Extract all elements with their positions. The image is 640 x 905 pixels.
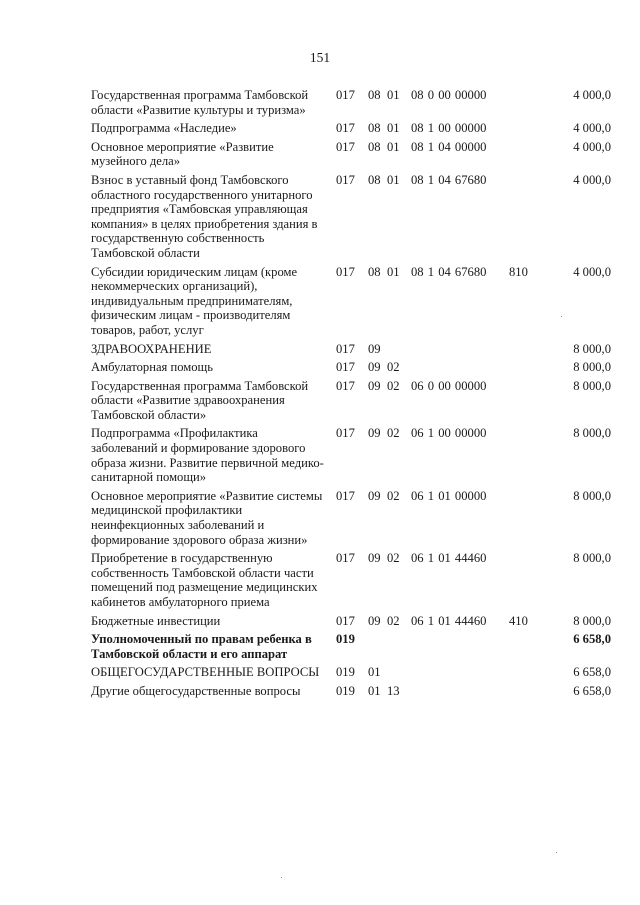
row-name: Подпрограмма «Профилактика заболеваний и формирование здорового образа жизни. Развитие первичной медико-санитарной помощи» <box>91 426 324 485</box>
table-row <box>91 140 611 173</box>
table-row <box>91 342 611 361</box>
row-expense-type-code: 810 <box>509 264 528 279</box>
row-target-article-code: 06 0 00 00000 <box>411 378 487 393</box>
row-section-code: 09 <box>368 378 381 393</box>
row-name: Бюджетные инвестиции <box>91 613 221 628</box>
row-sum: 8 000,0 <box>573 360 611 375</box>
table-row <box>91 88 611 121</box>
row-subsection-code: 01 <box>387 139 400 154</box>
row-ministry-code: 019 <box>336 632 355 647</box>
row-section-code: 08 <box>368 139 381 154</box>
scan-speck <box>556 852 557 853</box>
budget-table <box>91 88 611 703</box>
row-target-article-code: 08 1 04 67680 <box>411 264 487 279</box>
table-row <box>91 551 611 613</box>
row-ministry-code: 019 <box>336 683 355 698</box>
row-section-code: 01 <box>368 683 381 698</box>
row-section-code: 09 <box>368 551 381 566</box>
table-row <box>91 614 611 633</box>
row-sum: 8 000,0 <box>573 488 611 503</box>
row-sum: 6 658,0 <box>573 683 611 698</box>
table-row <box>91 121 611 140</box>
row-target-article-code: 06 1 01 44460 <box>411 613 487 628</box>
table-row <box>91 426 611 488</box>
row-name: Государственная программа Тамбовской области «Развитие культуры и туризма» <box>91 88 309 117</box>
row-target-article-code: 06 1 00 00000 <box>411 426 487 441</box>
row-target-article-code: 06 1 01 44460 <box>411 551 487 566</box>
row-sum: 4 000,0 <box>573 139 611 154</box>
row-sum: 4 000,0 <box>573 88 611 102</box>
row-section-code: 08 <box>368 121 381 136</box>
row-section-code: 08 <box>368 172 381 187</box>
row-sum: 4 000,0 <box>573 172 611 187</box>
table-row <box>91 489 611 551</box>
row-section-code: 08 <box>368 264 381 279</box>
row-sum: 4 000,0 <box>573 264 611 279</box>
row-subsection-code: 02 <box>387 360 400 375</box>
row-sum: 6 658,0 <box>573 632 611 647</box>
row-name: Государственная программа Тамбовской области «Развитие здравоохранения Тамбовской области» <box>91 378 309 422</box>
table-row <box>91 173 611 265</box>
row-ministry-code: 017 <box>336 139 355 154</box>
table-row <box>91 665 611 684</box>
row-name: Уполномоченный по правам ребенка в Тамбовской области и его аппарат <box>91 632 312 661</box>
row-sum: 4 000,0 <box>573 121 611 136</box>
row-subsection-code: 02 <box>387 426 400 441</box>
row-subsection-code: 02 <box>387 613 400 628</box>
row-ministry-code: 017 <box>336 88 355 102</box>
row-name: Субсидии юридическим лицам (кроме некоммерческих организаций), индивидуальным предпринимателям, физическим лицам - производителям товаров, работ, услуг <box>91 264 298 337</box>
row-sum: 8 000,0 <box>573 613 611 628</box>
row-name: Амбулаторная помощь <box>91 360 213 375</box>
scan-speck <box>561 316 562 317</box>
table-row <box>91 684 611 703</box>
row-subsection-code: 01 <box>387 264 400 279</box>
row-subsection-code: 02 <box>387 551 400 566</box>
row-name: Другие общегосударственные вопросы <box>91 683 301 698</box>
row-ministry-code: 017 <box>336 426 355 441</box>
table-row <box>91 379 611 427</box>
row-target-article-code: 08 0 00 00000 <box>411 88 487 102</box>
row-target-article-code: 08 1 04 00000 <box>411 139 487 154</box>
row-ministry-code: 017 <box>336 172 355 187</box>
row-section-code: 09 <box>368 341 381 356</box>
row-subsection-code: 02 <box>387 488 400 503</box>
row-name: Приобретение в государственную собственность Тамбовской области части помещений под размещение медицинских кабинетов амбулаторного приема <box>91 551 318 609</box>
row-sum: 6 658,0 <box>573 665 611 680</box>
table-row <box>91 265 611 342</box>
row-subsection-code: 01 <box>387 172 400 187</box>
row-subsection-code: 02 <box>387 378 400 393</box>
row-name: ЗДРАВООХРАНЕНИЕ <box>91 341 212 356</box>
row-ministry-code: 017 <box>336 121 355 136</box>
scan-speck <box>281 877 282 878</box>
row-target-article-code: 08 1 00 00000 <box>411 121 487 136</box>
table-row <box>91 632 611 665</box>
row-section-code: 09 <box>368 360 381 375</box>
row-section-code: 09 <box>368 488 381 503</box>
table-row <box>91 360 611 379</box>
row-ministry-code: 017 <box>336 360 355 375</box>
row-sum: 8 000,0 <box>573 341 611 356</box>
row-name: Взнос в уставный фонд Тамбовского областного государственного унитарного предприятия «Тамбовская управляющая компания» в целях приобретения здания в государственную собственность Тамбовской области <box>91 172 318 260</box>
row-ministry-code: 017 <box>336 551 355 566</box>
row-section-code: 08 <box>368 88 381 102</box>
row-target-article-code: 08 1 04 67680 <box>411 172 487 187</box>
row-subsection-code: 13 <box>387 683 400 698</box>
row-ministry-code: 017 <box>336 341 355 356</box>
row-subsection-code: 01 <box>387 88 400 102</box>
row-sum: 8 000,0 <box>573 426 611 441</box>
row-expense-type-code: 410 <box>509 613 528 628</box>
row-subsection-code: 01 <box>387 121 400 136</box>
row-sum: 8 000,0 <box>573 378 611 393</box>
row-target-article-code: 06 1 01 00000 <box>411 488 487 503</box>
row-ministry-code: 017 <box>336 613 355 628</box>
row-name: ОБЩЕГОСУДАРСТВЕННЫЕ ВОПРОСЫ <box>91 665 320 680</box>
row-ministry-code: 017 <box>336 264 355 279</box>
row-name: Основное мероприятие «Развитие музейного дела» <box>91 139 274 169</box>
row-name: Основное мероприятие «Развитие системы медицинской профилактики неинфекционных заболеваний и формирование здорового образа жизни» <box>91 488 323 547</box>
row-name: Подпрограмма «Наследие» <box>91 121 237 136</box>
row-ministry-code: 017 <box>336 378 355 393</box>
row-section-code: 01 <box>368 665 381 680</box>
page-number: 151 <box>309 50 331 65</box>
row-section-code: 09 <box>368 426 381 441</box>
row-ministry-code: 017 <box>336 488 355 503</box>
row-sum: 8 000,0 <box>573 551 611 566</box>
row-ministry-code: 019 <box>336 665 355 680</box>
row-section-code: 09 <box>368 613 381 628</box>
